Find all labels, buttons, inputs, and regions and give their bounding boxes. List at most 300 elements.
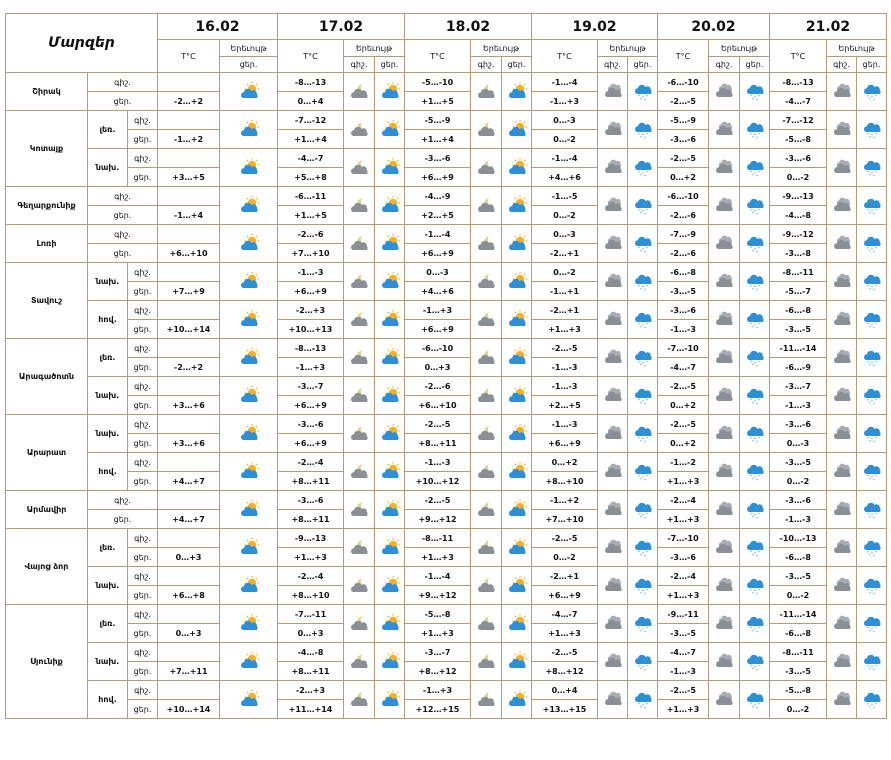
sun-behind-cloud-icon bbox=[220, 339, 278, 377]
temperature-cell: 0…-3 bbox=[532, 111, 598, 130]
snow-cloud-icon bbox=[628, 111, 658, 149]
svg-text:*: * bbox=[868, 172, 871, 178]
temperature-cell: -2…-5 bbox=[658, 377, 709, 396]
dark-cloud-icon bbox=[598, 263, 628, 301]
svg-text:*: * bbox=[637, 511, 640, 517]
svg-text:*: * bbox=[749, 321, 752, 327]
svg-text:*: * bbox=[872, 173, 875, 178]
temp-header: T°C bbox=[158, 40, 220, 73]
dark-cloud-icon bbox=[827, 681, 857, 719]
temperature-cell: +8…+10 bbox=[278, 586, 344, 605]
temperature-cell: -1…-3 bbox=[532, 415, 598, 434]
dark-cloud-icon bbox=[827, 149, 857, 187]
temperature-cell: -2…-5 bbox=[658, 681, 709, 700]
svg-text:*: * bbox=[639, 476, 642, 482]
subregion-name: նախ. bbox=[88, 567, 128, 605]
temperature-cell: -2…-5 bbox=[658, 149, 709, 168]
temperature-cell: -5…-7 bbox=[770, 282, 827, 301]
dark-cloud-icon bbox=[598, 111, 628, 149]
snow-cloud-icon bbox=[857, 301, 887, 339]
snow-cloud-icon bbox=[857, 263, 887, 301]
dark-cloud-icon bbox=[709, 187, 740, 225]
temperature-cell: 0…+3 bbox=[158, 548, 220, 567]
temperature-cell: -3…-6 bbox=[770, 415, 827, 434]
temperature-cell: -1…-3 bbox=[278, 263, 344, 282]
temperature-cell bbox=[158, 73, 220, 92]
day-label: ցեր. bbox=[88, 206, 158, 225]
dark-cloud-icon bbox=[598, 225, 628, 263]
temperature-cell: +1…+3 bbox=[405, 624, 471, 643]
svg-text:*: * bbox=[641, 170, 644, 176]
subregion-name: լեռ. bbox=[88, 339, 128, 377]
day-label: ցեր. bbox=[128, 168, 158, 187]
svg-text:*: * bbox=[645, 169, 648, 175]
region-name: Տավուշ bbox=[6, 263, 88, 339]
svg-text:*: * bbox=[749, 663, 752, 669]
dark-cloud-icon bbox=[709, 529, 740, 567]
moon-behind-cloud-icon bbox=[471, 225, 502, 263]
temperature-cell: -5…-9 bbox=[405, 111, 471, 130]
snow-cloud-icon bbox=[740, 149, 770, 187]
temperature-cell: -6…-8 bbox=[770, 548, 827, 567]
dark-cloud-icon bbox=[827, 187, 857, 225]
svg-text:*: * bbox=[645, 131, 648, 137]
svg-text:*: * bbox=[866, 283, 869, 289]
temperature-cell: -6…-9 bbox=[770, 358, 827, 377]
night-label: գիշ. bbox=[88, 187, 158, 206]
svg-text:*: * bbox=[639, 286, 642, 292]
svg-text:*: * bbox=[637, 587, 640, 593]
snow-cloud-icon bbox=[740, 187, 770, 225]
temperature-cell: -4…-9 bbox=[405, 187, 471, 206]
temperature-cell: +4…+7 bbox=[158, 510, 220, 529]
svg-text:*: * bbox=[872, 325, 875, 330]
region-name: Սյունիք bbox=[6, 605, 88, 719]
night-label: գիշ. bbox=[128, 263, 158, 282]
dark-cloud-icon bbox=[709, 263, 740, 301]
dark-cloud-icon bbox=[827, 491, 857, 529]
dark-cloud-icon bbox=[827, 415, 857, 453]
dark-cloud-icon bbox=[598, 453, 628, 491]
snow-cloud-icon bbox=[740, 567, 770, 605]
temperature-cell: 0…-2 bbox=[770, 168, 827, 187]
svg-text:*: * bbox=[870, 512, 873, 518]
snow-cloud-icon bbox=[740, 415, 770, 453]
dark-cloud-icon bbox=[709, 225, 740, 263]
temperature-cell: -4…-8 bbox=[278, 643, 344, 662]
svg-text:*: * bbox=[641, 322, 644, 328]
temperature-cell: -8…-13 bbox=[278, 339, 344, 358]
temperature-cell: +6…+8 bbox=[158, 586, 220, 605]
moon-behind-cloud-icon bbox=[344, 187, 375, 225]
temperature-cell: -2…-4 bbox=[278, 453, 344, 472]
temperature-cell: +1…+3 bbox=[658, 472, 709, 491]
temperature-cell: 0…+3 bbox=[405, 358, 471, 377]
temperature-cell: +6…+10 bbox=[405, 396, 471, 415]
temperature-cell: -2…-4 bbox=[658, 491, 709, 510]
sun-behind-cloud-icon bbox=[220, 415, 278, 453]
dark-cloud-icon bbox=[827, 567, 857, 605]
svg-text:*: * bbox=[753, 170, 756, 176]
moon-behind-cloud-icon bbox=[471, 605, 502, 643]
temperature-cell bbox=[158, 111, 220, 130]
svg-text:*: * bbox=[645, 701, 648, 707]
temperature-cell: -1…-3 bbox=[770, 396, 827, 415]
region-name: Կոտայք bbox=[6, 111, 88, 187]
svg-text:*: * bbox=[641, 626, 644, 632]
temperature-cell: -9…-13 bbox=[770, 187, 827, 206]
phenomena-header: Երեւույթ bbox=[344, 40, 405, 57]
temperature-cell: -2…-5 bbox=[658, 415, 709, 434]
svg-text:*: * bbox=[637, 549, 640, 555]
svg-text:*: * bbox=[637, 321, 640, 327]
date-header: 19.02 bbox=[532, 14, 658, 40]
svg-text:*: * bbox=[645, 435, 648, 441]
svg-text:*: * bbox=[872, 553, 875, 558]
svg-text:*: * bbox=[645, 283, 648, 289]
svg-text:*: * bbox=[755, 249, 758, 254]
snow-cloud-icon bbox=[857, 605, 887, 643]
svg-text:*: * bbox=[757, 625, 760, 631]
svg-text:*: * bbox=[866, 207, 869, 213]
dark-cloud-icon bbox=[827, 643, 857, 681]
sun-behind-cloud-icon bbox=[502, 301, 532, 339]
svg-text:*: * bbox=[749, 511, 752, 517]
temperature-cell: -2…+1 bbox=[532, 244, 598, 263]
temperature-cell: -5…-8 bbox=[770, 681, 827, 700]
svg-text:*: * bbox=[874, 663, 877, 669]
day-label: ցեր. bbox=[128, 662, 158, 681]
dark-cloud-icon bbox=[709, 567, 740, 605]
moon-behind-cloud-icon bbox=[344, 225, 375, 263]
svg-text:*: * bbox=[755, 211, 758, 216]
temperature-cell: -4…-7 bbox=[658, 643, 709, 662]
svg-text:*: * bbox=[753, 94, 756, 100]
temperature-cell: +10…+14 bbox=[158, 700, 220, 719]
svg-text:*: * bbox=[870, 94, 873, 100]
svg-text:*: * bbox=[749, 169, 752, 175]
temperature-cell: +12…+15 bbox=[405, 700, 471, 719]
svg-text:*: * bbox=[749, 587, 752, 593]
temperature-cell: +1…+3 bbox=[532, 320, 598, 339]
snow-cloud-icon bbox=[740, 263, 770, 301]
sun-behind-cloud-icon bbox=[375, 339, 405, 377]
subregion-name: հով. bbox=[88, 301, 128, 339]
temperature-cell: -7…-10 bbox=[658, 529, 709, 548]
dark-cloud-icon bbox=[709, 339, 740, 377]
dark-cloud-icon bbox=[598, 567, 628, 605]
svg-text:*: * bbox=[757, 549, 760, 555]
temperature-cell: +6…+9 bbox=[405, 320, 471, 339]
temperature-cell: 0…+3 bbox=[278, 624, 344, 643]
svg-text:*: * bbox=[753, 474, 756, 480]
temperature-cell: -2…-4 bbox=[658, 567, 709, 586]
moon-behind-cloud-icon bbox=[471, 643, 502, 681]
temperature-cell: +6…+10 bbox=[158, 244, 220, 263]
temperature-cell: 0…+2 bbox=[658, 168, 709, 187]
temperature-cell: -6…-10 bbox=[405, 339, 471, 358]
svg-text:*: * bbox=[639, 172, 642, 178]
svg-text:*: * bbox=[872, 477, 875, 482]
svg-text:*: * bbox=[643, 135, 646, 140]
svg-text:*: * bbox=[868, 514, 871, 520]
snow-cloud-icon bbox=[857, 529, 887, 567]
temperature-cell: -3…-6 bbox=[658, 548, 709, 567]
night-label: գիշ. bbox=[128, 681, 158, 700]
temperature-cell bbox=[158, 453, 220, 472]
svg-text:*: * bbox=[872, 211, 875, 216]
svg-text:*: * bbox=[755, 287, 758, 292]
sun-behind-cloud-icon bbox=[502, 643, 532, 681]
svg-text:*: * bbox=[866, 397, 869, 403]
snow-cloud-icon bbox=[857, 681, 887, 719]
snow-cloud-icon bbox=[857, 643, 887, 681]
dark-cloud-icon bbox=[598, 491, 628, 529]
svg-text:*: * bbox=[872, 515, 875, 520]
temperature-cell: 0…-2 bbox=[770, 586, 827, 605]
svg-text:*: * bbox=[872, 135, 875, 140]
night-label: գիշ. bbox=[128, 567, 158, 586]
sun-behind-cloud-icon bbox=[220, 225, 278, 263]
svg-text:*: * bbox=[755, 515, 758, 520]
temperature-cell: +3…+6 bbox=[158, 396, 220, 415]
svg-text:*: * bbox=[757, 169, 760, 175]
dark-cloud-icon bbox=[709, 415, 740, 453]
svg-text:*: * bbox=[639, 590, 642, 596]
temperature-cell: -3…-6 bbox=[405, 149, 471, 168]
temperature-cell: -5…-8 bbox=[405, 605, 471, 624]
svg-text:*: * bbox=[755, 553, 758, 558]
day-label: ցեր. bbox=[128, 624, 158, 643]
temperature-cell bbox=[158, 605, 220, 624]
subregion-name: նախ. bbox=[88, 263, 128, 301]
sun-behind-cloud-icon bbox=[375, 225, 405, 263]
snow-cloud-icon bbox=[628, 339, 658, 377]
temperature-cell: -3…-6 bbox=[770, 491, 827, 510]
dark-cloud-icon bbox=[827, 73, 857, 111]
table-row bbox=[6, 73, 887, 92]
svg-text:*: * bbox=[874, 397, 877, 403]
temperature-cell: +1…+3 bbox=[278, 548, 344, 567]
svg-text:*: * bbox=[643, 439, 646, 444]
svg-text:*: * bbox=[753, 322, 756, 328]
svg-text:*: * bbox=[749, 93, 752, 99]
day-label: ցեր. bbox=[128, 548, 158, 567]
temperature-cell: -3…-5 bbox=[770, 662, 827, 681]
moon-behind-cloud-icon bbox=[471, 149, 502, 187]
temperature-cell: +8…+11 bbox=[278, 662, 344, 681]
moon-behind-cloud-icon bbox=[344, 149, 375, 187]
svg-text:*: * bbox=[872, 287, 875, 292]
snow-cloud-icon bbox=[857, 415, 887, 453]
temperature-cell bbox=[158, 567, 220, 586]
snow-cloud-icon bbox=[740, 529, 770, 567]
temperature-cell: -3…-7 bbox=[770, 377, 827, 396]
temperature-cell: -1…+2 bbox=[158, 130, 220, 149]
svg-text:*: * bbox=[751, 324, 754, 330]
svg-text:*: * bbox=[868, 96, 871, 102]
svg-text:*: * bbox=[757, 701, 760, 707]
temperature-cell: -7…-9 bbox=[658, 225, 709, 244]
svg-text:*: * bbox=[641, 94, 644, 100]
svg-text:*: * bbox=[751, 476, 754, 482]
temperature-cell: +6…+9 bbox=[405, 168, 471, 187]
moon-behind-cloud-icon bbox=[344, 605, 375, 643]
temperature-cell: 0…-2 bbox=[532, 206, 598, 225]
snow-cloud-icon bbox=[628, 453, 658, 491]
temperature-cell: +8…+12 bbox=[532, 662, 598, 681]
snow-cloud-icon bbox=[857, 149, 887, 187]
svg-text:*: * bbox=[753, 626, 756, 632]
temperature-cell: -3…-6 bbox=[658, 301, 709, 320]
svg-text:*: * bbox=[866, 663, 869, 669]
sun-behind-cloud-icon bbox=[375, 263, 405, 301]
svg-text:*: * bbox=[755, 591, 758, 596]
temperature-cell: -1…-5 bbox=[532, 187, 598, 206]
temperature-cell: +1…+3 bbox=[532, 624, 598, 643]
snow-cloud-icon bbox=[628, 491, 658, 529]
snow-cloud-icon bbox=[628, 605, 658, 643]
svg-text:*: * bbox=[755, 705, 758, 710]
temperature-cell: +8…+11 bbox=[405, 434, 471, 453]
snow-cloud-icon bbox=[628, 415, 658, 453]
svg-text:*: * bbox=[641, 284, 644, 290]
sun-behind-cloud-icon bbox=[375, 681, 405, 719]
dark-cloud-icon bbox=[598, 301, 628, 339]
sun-behind-cloud-icon bbox=[375, 73, 405, 111]
svg-text:*: * bbox=[749, 549, 752, 555]
temperature-cell: -11…-14 bbox=[770, 605, 827, 624]
moon-behind-cloud-icon bbox=[344, 415, 375, 453]
phenomena-header: Երեւույթ bbox=[598, 40, 658, 57]
day-label: ցեր. bbox=[88, 92, 158, 111]
svg-text:*: * bbox=[751, 514, 754, 520]
svg-text:*: * bbox=[639, 96, 642, 102]
svg-text:*: * bbox=[868, 210, 871, 216]
temperature-cell: -2…+2 bbox=[158, 358, 220, 377]
snow-cloud-icon bbox=[857, 567, 887, 605]
dark-cloud-icon bbox=[598, 529, 628, 567]
dark-cloud-icon bbox=[598, 187, 628, 225]
svg-text:*: * bbox=[870, 664, 873, 670]
temperature-cell: +7…+10 bbox=[532, 510, 598, 529]
snow-cloud-icon bbox=[740, 73, 770, 111]
night-label: գիշ. bbox=[88, 491, 158, 510]
temperature-cell: -1…+3 bbox=[532, 92, 598, 111]
dark-cloud-icon bbox=[827, 377, 857, 415]
temperature-cell: +8…+11 bbox=[278, 472, 344, 491]
snow-cloud-icon bbox=[740, 111, 770, 149]
sun-behind-cloud-icon bbox=[502, 529, 532, 567]
svg-text:*: * bbox=[645, 207, 648, 213]
svg-text:*: * bbox=[874, 321, 877, 327]
snow-cloud-icon bbox=[740, 339, 770, 377]
svg-text:*: * bbox=[866, 169, 869, 175]
dark-cloud-icon bbox=[598, 73, 628, 111]
svg-text:*: * bbox=[874, 511, 877, 517]
svg-text:*: * bbox=[872, 439, 875, 444]
dark-cloud-icon bbox=[827, 225, 857, 263]
table-row bbox=[6, 301, 887, 320]
svg-text:*: * bbox=[757, 93, 760, 99]
temperature-cell: -1…-4 bbox=[405, 225, 471, 244]
region-name: Շիրակ bbox=[6, 73, 88, 111]
svg-text:*: * bbox=[751, 248, 754, 254]
svg-text:*: * bbox=[749, 131, 752, 137]
temperature-cell: +8…+10 bbox=[532, 472, 598, 491]
night-label: գիշ. bbox=[128, 111, 158, 130]
sun-behind-cloud-icon bbox=[502, 339, 532, 377]
moon-behind-cloud-icon bbox=[344, 643, 375, 681]
table-row bbox=[6, 225, 887, 244]
temperature-cell: -2…-6 bbox=[405, 377, 471, 396]
svg-text:*: * bbox=[870, 436, 873, 442]
temperature-cell: -10…-13 bbox=[770, 529, 827, 548]
svg-text:*: * bbox=[637, 131, 640, 137]
svg-text:*: * bbox=[872, 667, 875, 672]
svg-text:*: * bbox=[866, 93, 869, 99]
svg-text:*: * bbox=[872, 249, 875, 254]
svg-text:*: * bbox=[868, 704, 871, 710]
dark-cloud-icon bbox=[827, 301, 857, 339]
svg-text:*: * bbox=[645, 397, 648, 403]
table-row bbox=[6, 605, 887, 624]
temperature-cell: -3…-5 bbox=[770, 567, 827, 586]
subregion-name: հով. bbox=[88, 453, 128, 491]
sun-behind-cloud-icon bbox=[502, 377, 532, 415]
svg-text:*: * bbox=[757, 663, 760, 669]
temperature-cell: 0…-2 bbox=[532, 130, 598, 149]
svg-text:*: * bbox=[757, 435, 760, 441]
temperature-cell: -7…-11 bbox=[278, 605, 344, 624]
table-row bbox=[6, 491, 887, 510]
dark-cloud-icon bbox=[598, 339, 628, 377]
svg-text:*: * bbox=[645, 321, 648, 327]
temperature-cell: 0…+3 bbox=[158, 624, 220, 643]
svg-text:*: * bbox=[645, 511, 648, 517]
svg-text:*: * bbox=[755, 173, 758, 178]
night-label: գիշ. bbox=[88, 73, 158, 92]
snow-cloud-icon bbox=[740, 225, 770, 263]
svg-text:*: * bbox=[866, 511, 869, 517]
svg-text:*: * bbox=[870, 360, 873, 366]
svg-text:*: * bbox=[757, 245, 760, 251]
svg-text:*: * bbox=[751, 134, 754, 140]
moon-behind-cloud-icon bbox=[471, 263, 502, 301]
svg-text:*: * bbox=[645, 663, 648, 669]
moon-behind-cloud-icon bbox=[344, 567, 375, 605]
svg-text:*: * bbox=[643, 249, 646, 254]
dark-cloud-icon bbox=[827, 339, 857, 377]
svg-text:*: * bbox=[753, 208, 756, 214]
moon-behind-cloud-icon bbox=[344, 301, 375, 339]
sun-behind-cloud-icon bbox=[375, 149, 405, 187]
sun-behind-cloud-icon bbox=[220, 149, 278, 187]
night-label: գիշ. bbox=[128, 453, 158, 472]
snow-cloud-icon bbox=[628, 149, 658, 187]
svg-text:*: * bbox=[751, 704, 754, 710]
temperature-cell: +10…+14 bbox=[158, 320, 220, 339]
svg-text:*: * bbox=[639, 628, 642, 634]
temperature-cell: -6…-8 bbox=[770, 624, 827, 643]
table-row bbox=[6, 681, 887, 700]
moon-behind-cloud-icon bbox=[471, 111, 502, 149]
dark-cloud-icon bbox=[598, 643, 628, 681]
snow-cloud-icon bbox=[740, 605, 770, 643]
moon-behind-cloud-icon bbox=[344, 453, 375, 491]
table-row bbox=[6, 529, 887, 548]
dark-cloud-icon bbox=[827, 263, 857, 301]
